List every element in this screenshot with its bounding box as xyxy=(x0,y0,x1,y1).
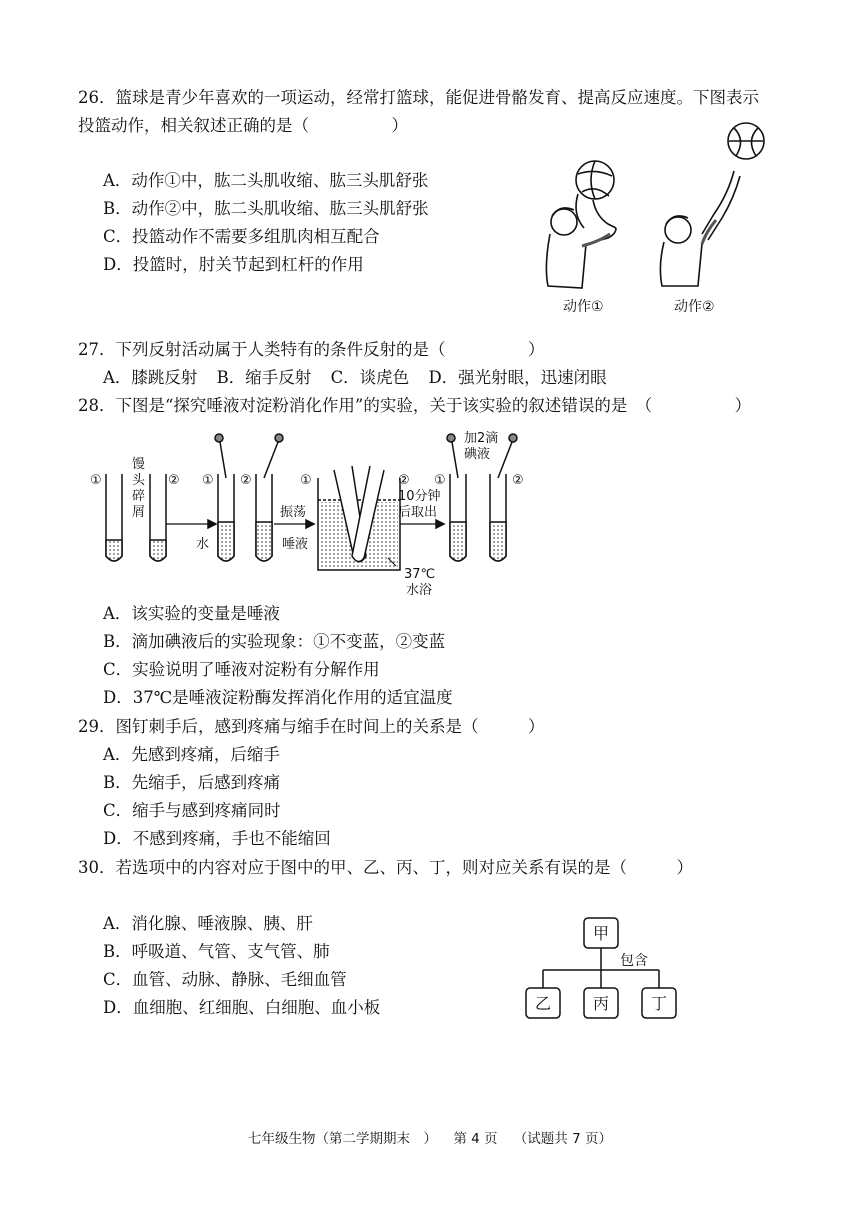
bing-label: 丙 xyxy=(592,994,610,1013)
footer-page-number: 第 4 页 xyxy=(453,1131,498,1147)
stage2-tube2-label: ② xyxy=(240,473,252,488)
contains-label: 包含 xyxy=(620,953,648,969)
shake-label: 振荡 xyxy=(280,505,307,520)
question-29-option-c[interactable]: C．缩手与感到疼痛同时 xyxy=(103,801,281,820)
question-30-option-c[interactable]: C．血管、动脉、静脉、毛细血管 xyxy=(103,970,347,989)
page-footer xyxy=(0,1127,860,1147)
temperature-label: 37℃ xyxy=(404,567,436,582)
question-26-option-b[interactable]: B．动作②中，肱二头肌收缩、肱三头肌舒张 xyxy=(103,199,429,218)
question-27-stem: 27．下列反射活动属于人类特有的条件反射的是（ ） xyxy=(78,340,545,359)
footer-total-pages: （试题共 7 页） xyxy=(513,1131,612,1147)
inclusion-diagram xyxy=(520,912,690,1024)
question-30-stem: 30．若选项中的内容对应于图中的甲、乙、丙、丁，则对应关系有误的是（ ） xyxy=(78,858,693,877)
water-bath-label: 水浴 xyxy=(406,583,433,598)
question-30-option-b[interactable]: B．呼吸道、气管、支气管、肺 xyxy=(103,942,330,961)
iodine-label-1: 加2滴 xyxy=(464,431,499,446)
footer-course: 七年级生物（第二学期期末 ） xyxy=(248,1131,438,1147)
question-29-stem: 29．图钉刺手后，感到疼痛与缩手在时间上的关系是（ ） xyxy=(78,717,545,736)
question-29-option-a[interactable]: A．先感到疼痛，后缩手 xyxy=(103,745,280,764)
ten-minutes-label-2: 后取出 xyxy=(398,505,438,520)
action-1-label: 动作① xyxy=(563,299,604,315)
jia-label: 甲 xyxy=(592,924,610,943)
question-28-stem: 28．下图是“探究唾液对淀粉消化作用”的实验，关于该实验的叙述错误的是 （ ） xyxy=(78,396,752,415)
stage2-tube1-label: ① xyxy=(202,473,214,488)
question-26-option-a[interactable]: A．动作①中，肱二头肌收缩、肱三头肌舒张 xyxy=(103,171,429,190)
question-27-options xyxy=(103,364,621,392)
water-label: 水 xyxy=(196,537,210,552)
action-2-label: 动作② xyxy=(674,299,715,315)
shooter-1-drawing xyxy=(546,161,616,288)
question-30-option-d[interactable]: D．血细胞、红细胞、白细胞、血小板 xyxy=(103,998,381,1017)
saliva-label: 唾液 xyxy=(282,537,309,552)
question-30-option-a[interactable]: A．消化腺、唾液腺、胰、肝 xyxy=(103,914,313,933)
question-26-option-d[interactable]: D．投篮时，肘关节起到杠杆的作用 xyxy=(103,255,364,274)
saliva-experiment-figure xyxy=(88,428,538,598)
question-26-stem-line2: 投篮动作，相关叙述正确的是（ ） xyxy=(78,116,408,135)
stage3-tube1-label: ① xyxy=(300,473,312,488)
basketball-figure xyxy=(538,116,778,326)
mantou-label-4: 屑 xyxy=(132,505,146,520)
question-27-option-b[interactable]: B．缩手反射 xyxy=(216,368,312,387)
ten-minutes-label-1: 10分钟 xyxy=(398,489,441,504)
stage4-tube2-label: ② xyxy=(512,473,524,488)
stage3-tube2-label: ② xyxy=(398,473,410,488)
iodine-label-2: 碘液 xyxy=(464,447,491,462)
mantou-label-2: 头 xyxy=(132,473,146,488)
question-28-option-d[interactable]: D．37℃是唾液淀粉酶发挥消化作用的适宜温度 xyxy=(103,688,453,707)
stage1-tube1-label: ① xyxy=(90,473,102,488)
question-27-option-d[interactable]: D．强光射眼，迅速闭眼 xyxy=(428,368,607,387)
question-29-option-b[interactable]: B．先缩手，后感到疼痛 xyxy=(103,773,281,792)
question-28 xyxy=(78,392,751,420)
yi-label: 乙 xyxy=(534,994,552,1013)
question-27-option-c[interactable]: C．谈虎色 xyxy=(330,368,410,387)
question-26-option-c[interactable]: C．投篮动作不需要多组肌肉相互配合 xyxy=(103,227,380,246)
stage4-tube1-label: ① xyxy=(434,473,446,488)
question-27 xyxy=(78,336,545,364)
question-26-stem-line1: 26．篮球是青少年喜欢的一项运动，经常打篮球，能促进骨骼发育、提高反应速度。下图表示 xyxy=(78,88,759,107)
mantou-label-1: 馒 xyxy=(132,457,146,472)
question-28-option-c[interactable]: C．实验说明了唾液对淀粉有分解作用 xyxy=(103,660,380,679)
question-30 xyxy=(78,854,693,882)
question-28-option-a[interactable]: A．该实验的变量是唾液 xyxy=(103,604,280,623)
question-27-option-a[interactable]: A．膝跳反射 xyxy=(103,368,198,387)
mantou-label-3: 碎 xyxy=(132,489,146,504)
question-29-option-d[interactable]: D．不感到疼痛，手也不能缩回 xyxy=(103,829,331,848)
question-28-option-b[interactable]: B．滴加碘液后的实验现象：①不变蓝，②变蓝 xyxy=(103,632,446,651)
question-29 xyxy=(78,713,545,741)
stage1-tube2-label: ② xyxy=(168,473,180,488)
ding-label: 丁 xyxy=(650,994,668,1013)
shooter-2-drawing xyxy=(660,123,764,286)
